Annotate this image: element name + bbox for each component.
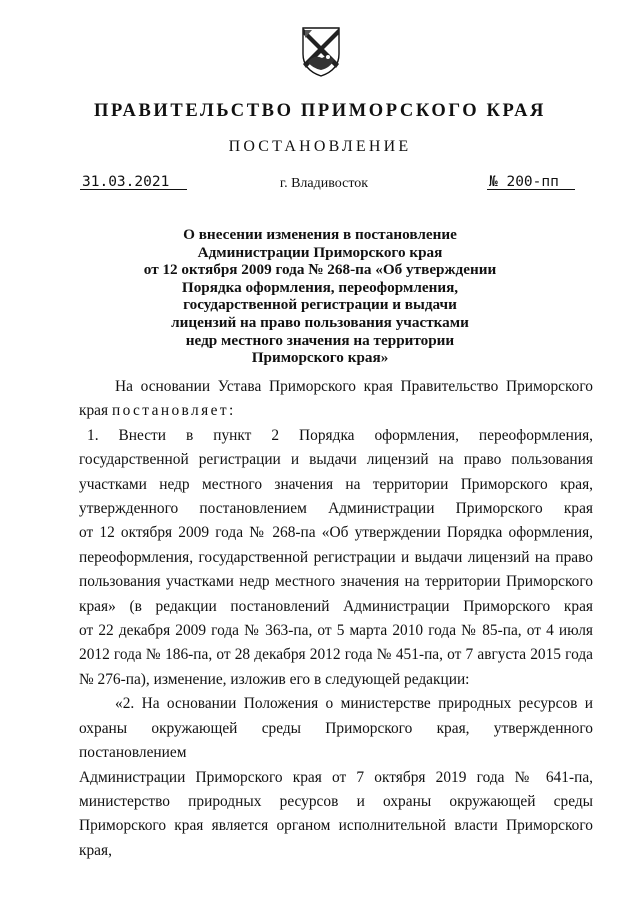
heading-line: Администрации Приморского края [197, 243, 443, 261]
paragraph-1-line: от 22 декабря 2009 года № 363-па, от 5 марта 2010 года № 85-па, от 4 июля [79, 622, 593, 640]
document-date: 31.03.2021 [80, 175, 187, 190]
coat-of-arms-emblem [300, 24, 342, 78]
heading-line: Порядка оформления, переоформления, [181, 278, 459, 296]
paragraph-1-line: государственной регистрации и выдачи лицензий на право пользования [79, 451, 593, 469]
paragraph-1-line: переоформления, государственной регистрации и выдачи лицензий на право [79, 548, 593, 566]
heading-line: лицензий на право пользования участками [171, 313, 469, 331]
paragraph-1-line: утвержденного постановлением Администрации Приморского края [79, 500, 593, 518]
heading-line: О внесении изменения в постановление [183, 226, 457, 243]
paragraph-1-line: от 12 октября 2009 года № 268-па «Об утверждении Порядка оформления, [79, 524, 593, 542]
heading-line: от 12 октября 2009 года № 268-па «Об утверждении [143, 261, 497, 279]
paragraph-2-line: министерство природных ресурсов и охраны окружающей среды [79, 792, 593, 810]
intro-line: На основании Устава Приморского края Правительство Приморского [115, 378, 593, 395]
paragraph-2-line: Администрации Приморского края от 7 октября 2019 года № 641-па, [79, 768, 593, 786]
paragraph-1-line: 2012 года № 186-па, от 28 декабря 2012 года № 451-па, от 7 августа 2015 года [79, 646, 593, 664]
heading-line: Приморского края» [251, 349, 389, 367]
document-number: № 200-пп [487, 175, 575, 190]
paragraph-1-line: 1. Внести в пункт 2 Порядка оформления, переоформления, [87, 426, 593, 444]
intro-line [79, 399, 593, 423]
document-type: ПОСТАНОВЛЕНИЕ [228, 138, 412, 155]
resolution-word: постановляет: [111, 402, 236, 420]
government-title: ПРАВИТЕЛЬСТВО ПРИМОРСКОГО КРАЯ [93, 101, 546, 121]
paragraph-1-line: № 276-па), изменение, изложив его в следующей редакции: [79, 670, 470, 688]
paragraph-2-line: «2. На основании Положения о министерстве природных ресурсов и [115, 695, 593, 713]
paragraph-1-line: участками недр местного значения на территории Приморского края, [79, 475, 593, 493]
heading-line: недр местного значения на территории [185, 331, 455, 349]
heading-line: государственной регистрации и выдачи [183, 296, 457, 314]
intro-prefix: края [79, 402, 112, 420]
document-city: г. Владивосток [279, 176, 369, 191]
paragraph-1-line: края» (в редакции постановлений Администрации Приморского края [79, 597, 593, 615]
paragraph-1-line: пользования участками недр местного значения на территории Приморского [79, 573, 593, 591]
document-body [79, 375, 593, 863]
paragraph-2-line: Приморского края является органом исполнительной власти Приморского края, [79, 817, 593, 859]
paragraph-2-line: охраны окружающей среды Приморского края, утвержденного постановлением [79, 719, 593, 762]
document-heading [80, 226, 560, 367]
